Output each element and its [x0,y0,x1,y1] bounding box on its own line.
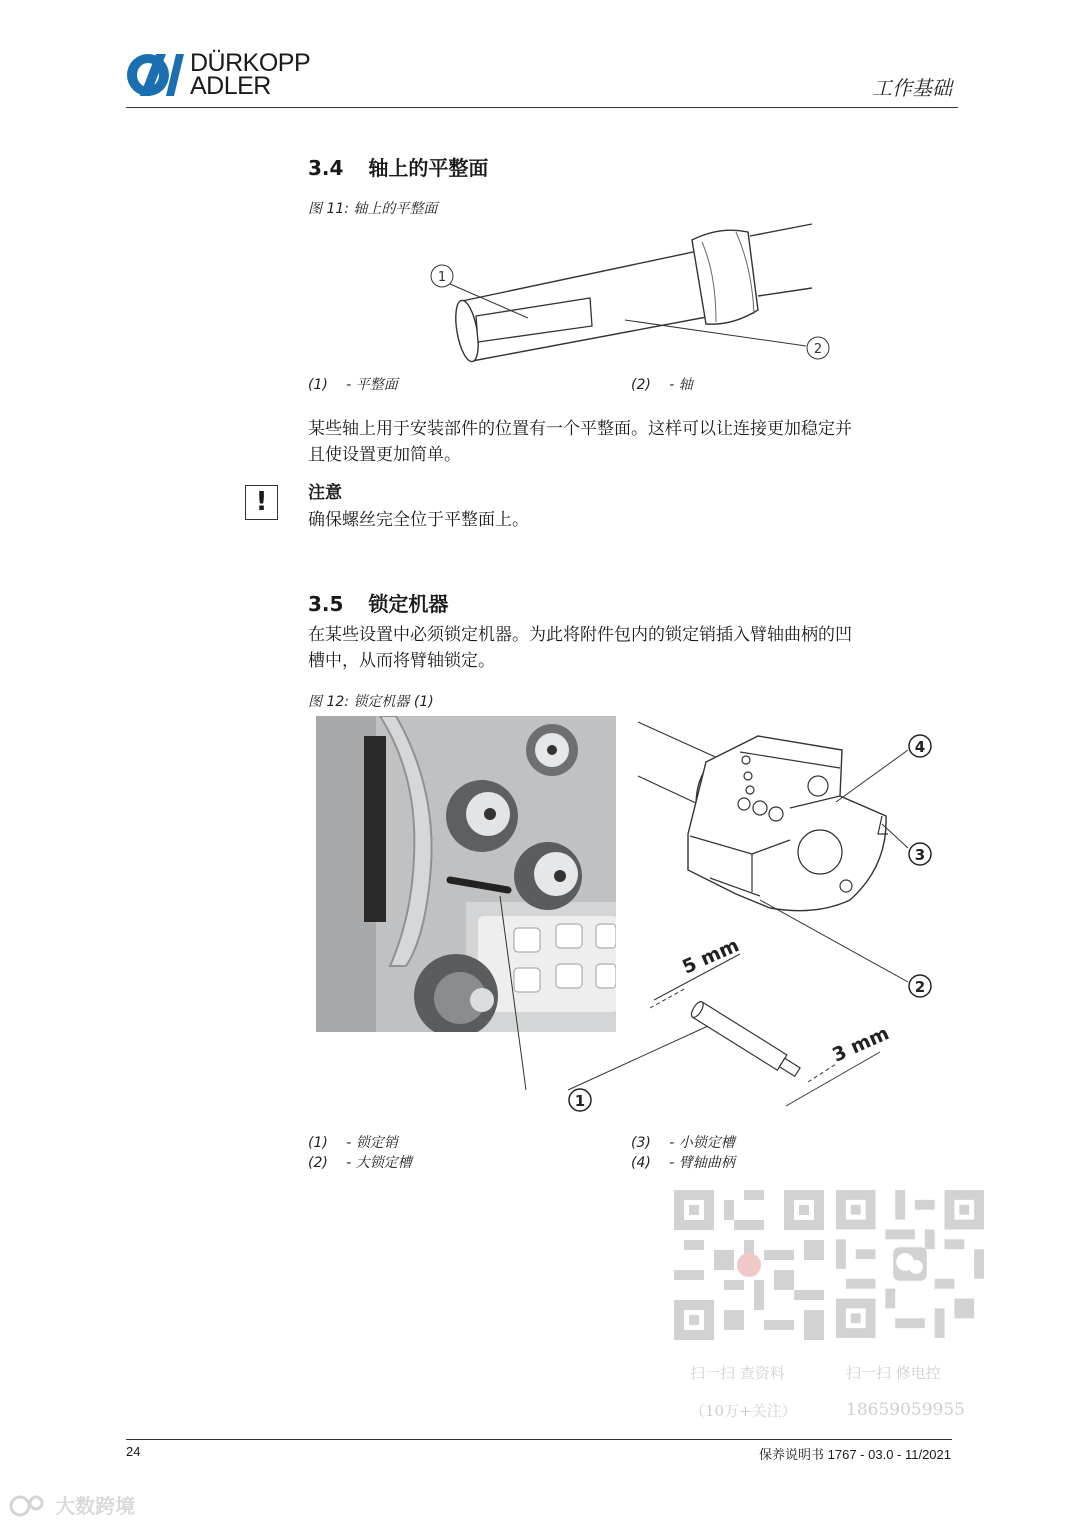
callout-2-label: 2 [813,342,823,357]
paragraph-line: 槽中，从而将臂轴锁定。 [308,651,495,671]
qr-caption: （10万+关注） [690,1402,797,1420]
paragraph-line: 且使设置更加简单。 [308,445,461,465]
callout-1-marker [569,1089,591,1111]
legend-text: - 大锁定槽 [346,1155,412,1171]
dimension-3mm: 3 mm [829,1022,893,1067]
legend-number: (2) [631,377,651,393]
section-title: 锁定机器 [368,592,449,616]
brand-logo [126,49,326,100]
legend-number: (2) [308,1155,328,1171]
figure-12-caption: 图 12: 锁定机器 (1) [308,694,434,710]
figure-11-caption: 图 11: 轴上的平整面 [308,201,438,217]
section-3-5-heading [308,588,448,617]
callout-1-marker [431,265,453,287]
callout-4-marker [909,735,931,757]
page-number: 24 [126,1444,141,1459]
header-divider [126,107,958,108]
arm-shaft-crank-diagram [490,716,950,1116]
section-number: 3.5 [308,592,344,616]
figure-12-legend-4 [631,1152,735,1172]
section-3-4-paragraph [308,416,968,468]
callout-label: 4 [914,738,926,756]
figure-11-legend-2 [631,374,693,394]
figure-12-legend-1 [308,1132,398,1152]
figure-12-legend-2 [308,1152,412,1172]
notice-icon [245,485,278,520]
figure-12-legend-3 [631,1132,735,1152]
callout-3-marker [909,843,931,865]
callout-label: 1 [574,1092,586,1110]
section-3-5-paragraph [308,622,968,674]
logo-mark-icon [126,52,184,98]
bottom-watermark-text: 大数跨境 [55,1494,136,1518]
legend-text: - 平整面 [346,377,398,393]
legend-number: (1) [308,1135,328,1151]
legend-text: - 锁定销 [346,1135,398,1151]
bottom-watermark [8,1490,135,1519]
qr-code-icon [836,1190,984,1338]
legend-text: - 轴 [669,377,693,393]
callout-2-marker [807,337,829,359]
qr-caption: 扫一扫 查资料 [690,1364,785,1382]
paragraph-line: 在某些设置中必须锁定机器。为此将附件包内的锁定销插入臂轴曲柄的凹 [308,625,852,645]
legend-number: (4) [631,1155,651,1171]
dimension-5mm: 5 mm [679,934,743,979]
legend-number: (3) [631,1135,651,1151]
legend-text: - 小锁定槽 [669,1135,735,1151]
legend-text: - 臂轴曲柄 [669,1155,735,1171]
section-title: 轴上的平整面 [368,156,489,180]
callout-label: 3 [914,846,926,864]
chapter-title: 工作基础 [872,76,952,100]
qr-caption: 18659059955 [846,1400,965,1420]
document-reference: 保养说明书 1767 - 03.0 - 11/2021 [759,1447,951,1462]
callout-1-label: 1 [437,270,447,285]
section-3-4-heading [308,152,488,181]
note-text: 确保螺丝完全位于平整面上。 [308,510,529,530]
figure-11-legend-1 [308,374,398,394]
callout-label: 2 [914,978,926,996]
note-heading: 注意 [308,483,342,503]
qr-code-icon [674,1190,824,1340]
section-number: 3.4 [308,156,344,180]
brand-name-line1: DÜRKOPP [190,49,311,77]
footer-divider [126,1439,952,1440]
brand-name-line2: ADLER [190,72,271,100]
legend-number: (1) [308,377,328,393]
weibo-logo-icon [8,1493,50,1517]
exclamation-icon: ! [255,487,268,517]
callout-2-marker [909,975,931,997]
shaft-flat-diagram [420,218,840,368]
paragraph-line: 某些轴上用于安装部件的位置有一个平整面。这样可以让连接更加稳定并 [308,419,852,439]
qr-caption: 扫一扫 修电控 [846,1364,941,1382]
